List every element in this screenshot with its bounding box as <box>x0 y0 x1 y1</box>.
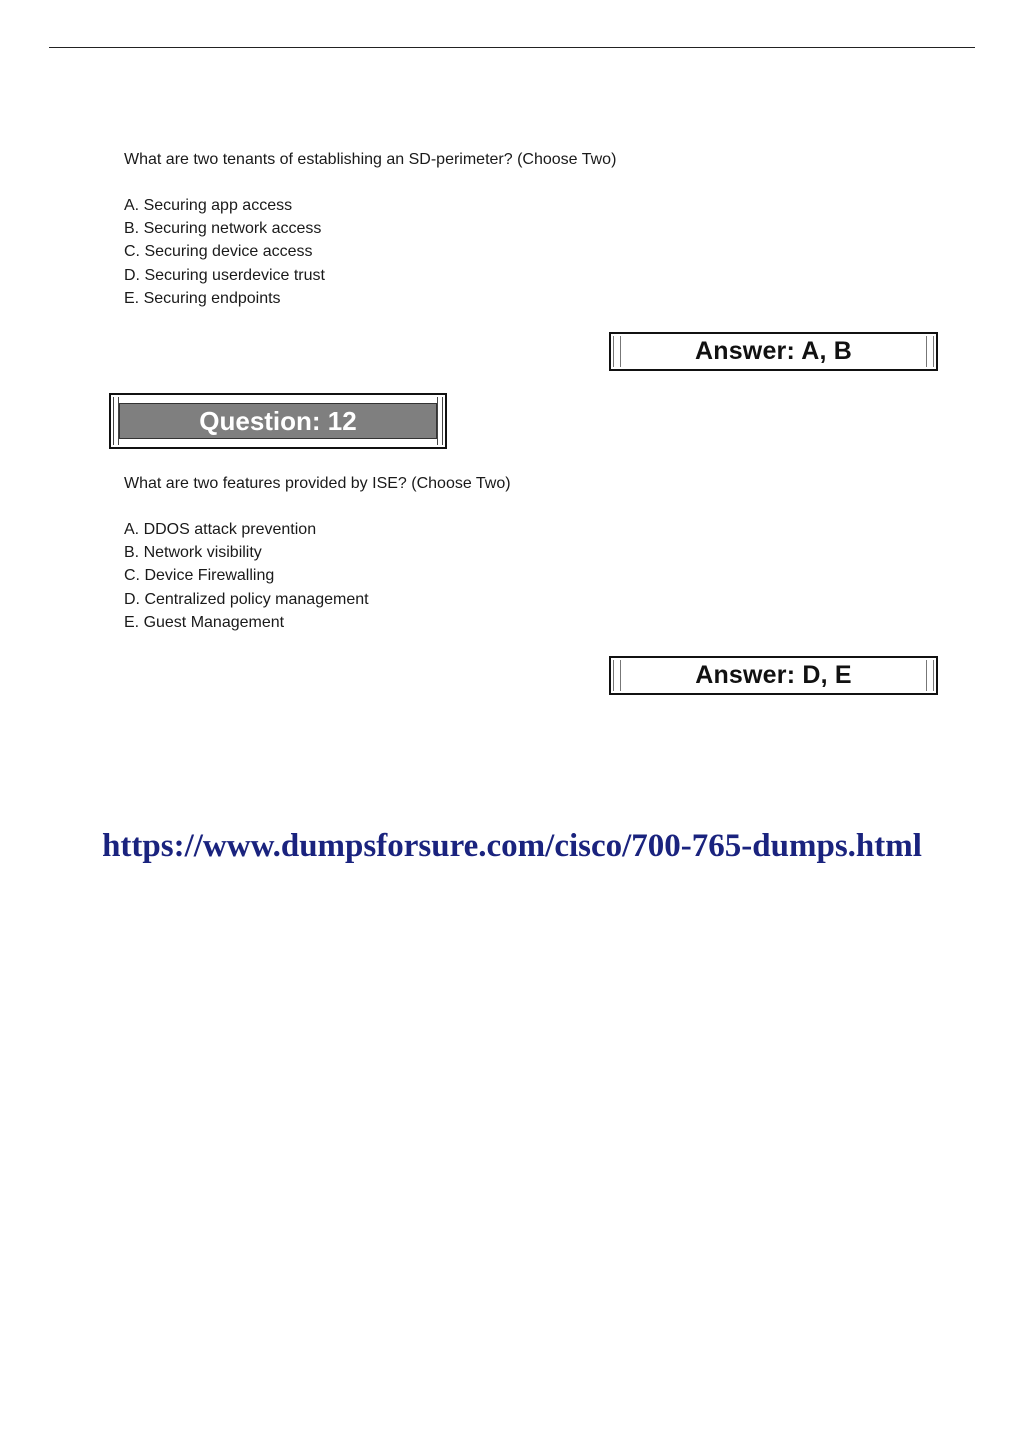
option-c: C. Device Firewalling <box>124 567 275 585</box>
question-11-text: What are two tenants of establishing an SD-perimeter? (Choose Two) <box>124 151 617 168</box>
answer-box-q11 <box>609 332 938 371</box>
option-d: D. Centralized policy management <box>124 590 369 608</box>
option-d: D. Securing userdevice trust <box>124 266 325 284</box>
option-b: B. Securing network access <box>124 220 322 238</box>
answer-box-q12 <box>609 656 938 695</box>
question-12-options <box>124 518 369 634</box>
question-12-header <box>109 393 447 449</box>
option-e: E. Guest Management <box>124 613 285 631</box>
dumps-url-link[interactable]: https://www.dumpsforsure.com/cisco/700-765-dumps.html <box>102 828 922 864</box>
option-c: C. Securing device access <box>124 243 313 261</box>
answer-label: Answer: D, E <box>695 661 852 689</box>
top-divider <box>49 47 975 48</box>
option-a: A. Securing app access <box>124 197 293 214</box>
option-b: B. Network visibility <box>124 544 262 562</box>
answer-label: Answer: A, B <box>694 337 853 365</box>
question-number: Question: 12 <box>199 405 357 436</box>
option-e: E. Securing endpoints <box>124 289 281 307</box>
question-12-text: What are two features provided by ISE? (Choose Two) <box>124 475 511 492</box>
question-11-options <box>124 194 325 310</box>
option-a: A. DDOS attack prevention <box>124 521 317 538</box>
